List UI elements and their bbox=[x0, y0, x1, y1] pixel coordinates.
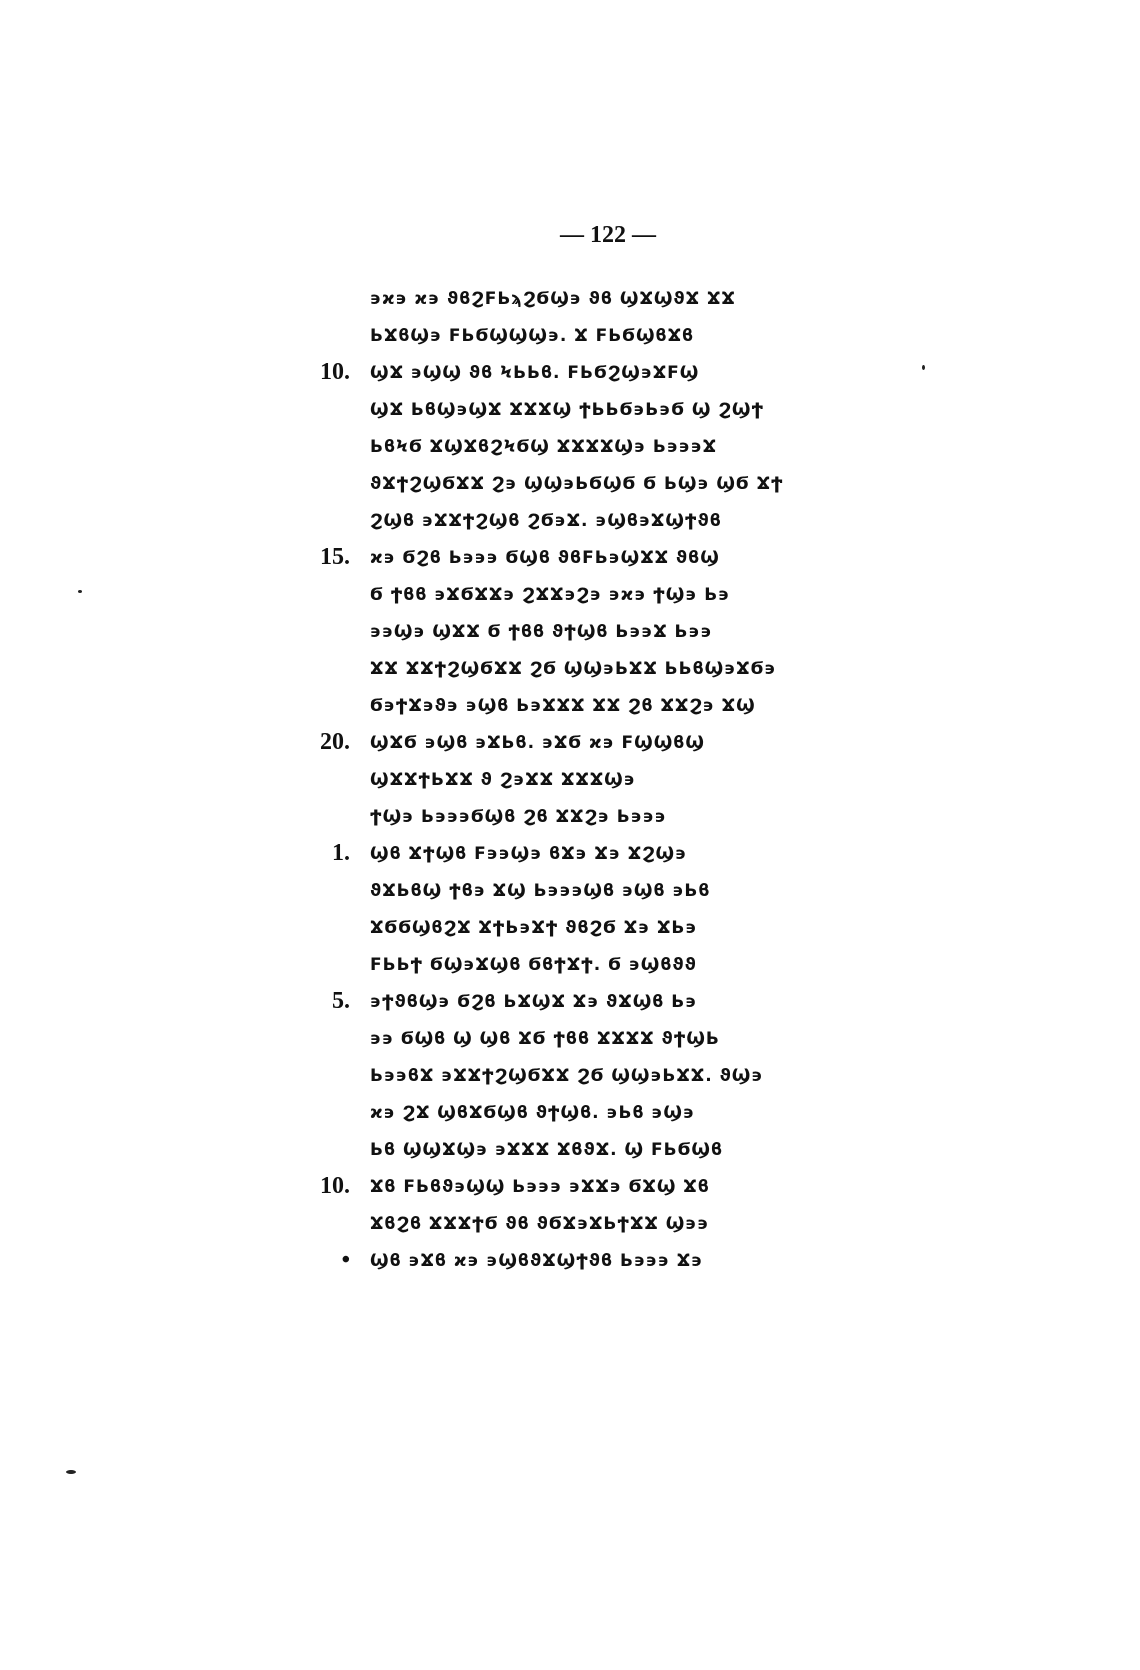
text-line bbox=[300, 1168, 860, 1205]
line-text: Ьϐ ϢϢϪϢ϶ ϶ϪϪϪ ϪϐϑϪ. Ϣ ϜЬϬϢϐ bbox=[370, 1139, 724, 1160]
line-text: Ϣϐ ϶Ϫϐ ϰ϶ ϶ϢϐϑϪϢϮϑϐ Ь϶϶϶ Ϫ϶ bbox=[370, 1250, 704, 1271]
text-line bbox=[300, 1205, 860, 1242]
scan-speck bbox=[78, 590, 82, 593]
text-line bbox=[300, 983, 860, 1020]
text-line bbox=[300, 724, 860, 761]
scan-speck bbox=[66, 1470, 76, 1474]
text-line bbox=[300, 761, 860, 798]
line-text: ϑϪЬϐϢ Ϯϐ϶ ϪϢ Ь϶϶϶Ϣϐ ϶Ϣϐ ϶Ьϐ bbox=[370, 880, 711, 901]
line-number: 10. bbox=[320, 359, 350, 385]
line-text: ϶϶Ϣ϶ ϢϪϪ Ϭ Ϯϐϐ ϑϮϢϐ Ь϶϶Ϫ Ь϶϶ bbox=[370, 621, 713, 642]
line-text: ϶ϮϑϐϢ϶ ϬϨϐ ЬϪϢϪ Ϫ϶ ϑϪϢϐ Ь϶ bbox=[370, 991, 698, 1012]
line-text: ϢϪϪϮЬϪϪ ϑ Ϩ϶ϪϪ ϪϪϪϢ϶ bbox=[370, 769, 636, 790]
line-number: 1. bbox=[332, 840, 350, 866]
line-text: Ь϶϶ϐϪ ϶ϪϪϮϨϢϬϪϪ ϨϬ ϢϢ϶ЬϪϪ. ϑϢ϶ bbox=[370, 1065, 764, 1086]
line-text: ϪϐϨϐ ϪϪϪϮϬ ϑϐ ϑϬϪ϶ϪЬϮϪϪ Ϣ϶϶ bbox=[370, 1213, 710, 1234]
text-line bbox=[300, 1020, 860, 1057]
line-number: 15. bbox=[320, 544, 350, 570]
line-text: ϢϪϬ ϶Ϣϐ ϶ϪЬϐ. ϶ϪϬ ϰ϶ ϜϢϢϐϢ bbox=[370, 732, 705, 753]
line-number: 10. bbox=[320, 1173, 350, 1199]
text-line bbox=[300, 391, 860, 428]
text-line bbox=[300, 798, 860, 835]
text-block bbox=[300, 280, 860, 1279]
line-text: ϑϪϮϨϢϬϪϪ Ϩ϶ ϢϢ϶ЬϬϢϬ Ϭ ЬϢ϶ ϢϬ ϪϮ bbox=[370, 473, 784, 494]
line-text: ϪϪ ϪϪϮϨϢϬϪϪ ϨϬ ϢϢ϶ЬϪϪ ЬЬϐϢ϶ϪϬ϶ bbox=[370, 658, 777, 679]
line-text: ϶ϰ϶ ϰ϶ ϑϐϨϜЬϡϨϬϢ϶ ϑϐ ϢϪϢϑϪ ϪϪ bbox=[370, 288, 736, 309]
line-number: • bbox=[341, 1247, 350, 1273]
line-text: Ϭ Ϯϐϐ ϶ϪϬϪϪ϶ ϨϪϪ϶Ϩ϶ ϶ϰ϶ ϮϢ϶ Ь϶ bbox=[370, 584, 731, 605]
text-line bbox=[300, 539, 860, 576]
line-number: 20. bbox=[320, 729, 350, 755]
text-line bbox=[300, 1057, 860, 1094]
text-line bbox=[300, 835, 860, 872]
text-line bbox=[300, 465, 860, 502]
line-text: ϰ϶ ϨϪ ϢϐϪϬϢϐ ϑϮϢϐ. ϶Ьϐ ϶Ϣ϶ bbox=[370, 1102, 695, 1123]
line-text: ϜЬЬϮ ϬϢ϶ϪϢϐ ϬϐϮϪϮ. Ϭ ϶Ϣϐϑϑ bbox=[370, 954, 697, 975]
line-text: ϨϢϐ ϶ϪϪϮϨϢϐ ϨϬ϶Ϫ. ϶Ϣϐ϶ϪϢϮϑϐ bbox=[370, 510, 722, 531]
text-line bbox=[300, 613, 860, 650]
text-line bbox=[300, 280, 860, 317]
text-line bbox=[300, 317, 860, 354]
line-text: Ϣϐ ϪϮϢϐ Ϝ϶϶Ϣ϶ ϐϪ϶ Ϫ϶ ϪϨϢ϶ bbox=[370, 843, 688, 864]
scan-speck bbox=[922, 365, 925, 370]
text-line bbox=[300, 1131, 860, 1168]
page-number: — 122 — bbox=[560, 222, 656, 248]
line-text: ϪϬϬϢϐϨϪ ϪϮЬ϶ϪϮ ϑϐϨϬ Ϫ϶ ϪЬ϶ bbox=[370, 917, 698, 938]
line-text: ϮϢ϶ Ь϶϶϶ϬϢϐ Ϩϐ ϪϪϨ϶ Ь϶϶϶ bbox=[370, 806, 667, 827]
line-text: ϰ϶ ϬϨϐ Ь϶϶϶ ϬϢϐ ϑϐϜЬ϶ϢϪϪ ϑϐϢ bbox=[370, 547, 720, 568]
text-line bbox=[300, 1242, 860, 1279]
text-line bbox=[300, 946, 860, 983]
line-number: 5. bbox=[332, 988, 350, 1014]
line-text: Ϭ϶ϮϪ϶ϑ϶ ϶Ϣϐ Ь϶ϪϪϪ ϪϪ Ϩϐ ϪϪϨ϶ ϪϢ bbox=[370, 695, 756, 716]
text-line bbox=[300, 1094, 860, 1131]
line-text: ЬϐϞϬ ϪϢϪϐϨϞϬϢ ϪϪϪϪϢ϶ Ь϶϶϶Ϫ bbox=[370, 436, 718, 457]
text-line bbox=[300, 428, 860, 465]
text-line bbox=[300, 576, 860, 613]
text-line bbox=[300, 502, 860, 539]
text-line bbox=[300, 909, 860, 946]
line-text: ЬϪϐϢ϶ ϜЬϬϢϢϢ϶. Ϫ ϜЬϬϢϐϪϐ bbox=[370, 325, 695, 346]
text-line bbox=[300, 872, 860, 909]
line-text: Ϫϐ ϜЬϐϑ϶ϢϢ Ь϶϶϶ ϶ϪϪ϶ ϬϪϢ Ϫϐ bbox=[370, 1176, 710, 1197]
text-line bbox=[300, 650, 860, 687]
line-text: ϢϪ ϶ϢϢ ϑϐ ϞЬЬϐ. ϜЬϬϨϢ϶ϪϜϢ bbox=[370, 362, 700, 383]
line-text: ϶϶ ϬϢϐ Ϣ Ϣϐ ϪϬ Ϯϐϐ ϪϪϪϪ ϑϮϢЬ bbox=[370, 1028, 720, 1049]
line-text: ϢϪ ЬϐϢ϶ϢϪ ϪϪϪϢ ϮЬЬϬ϶Ь϶Ϭ Ϣ ϨϢϮ bbox=[370, 399, 765, 420]
text-line bbox=[300, 354, 860, 391]
text-line bbox=[300, 687, 860, 724]
